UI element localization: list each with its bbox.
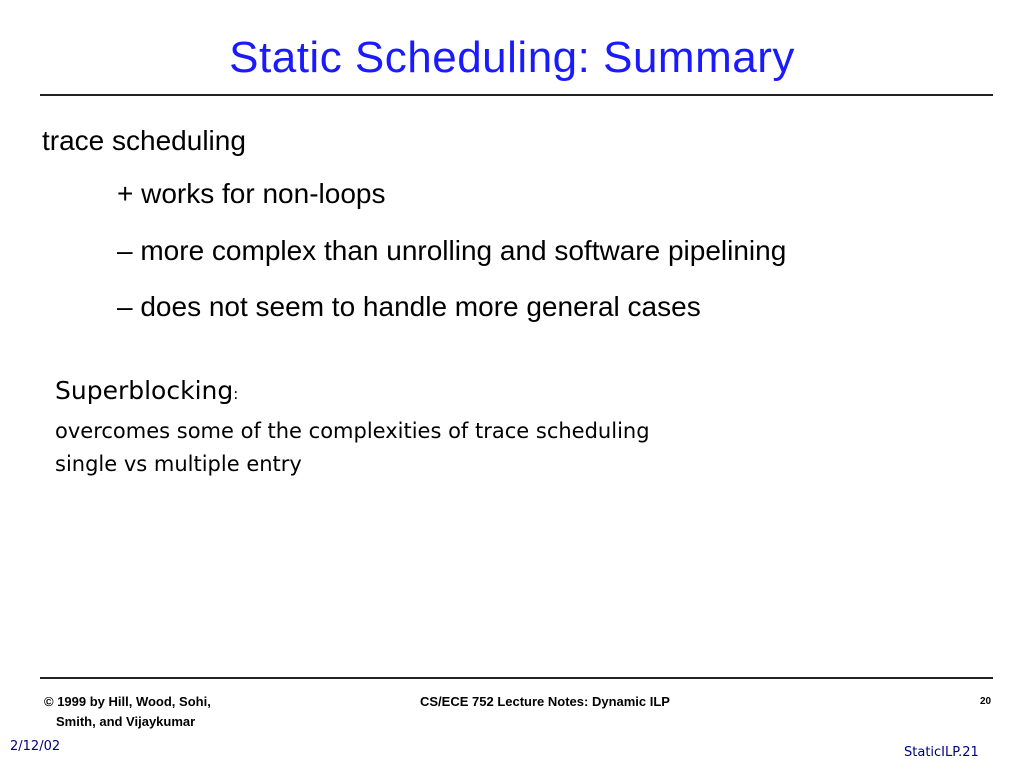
superblocking-colon: : — [233, 385, 239, 403]
trace-bullet-3: – does not seem to handle more general cases — [117, 291, 701, 322]
slide-id: StaticILP.21 — [904, 745, 979, 760]
footer-copyright — [44, 692, 211, 732]
trace-bullet-2: – more complex than unrolling and software pipelining — [117, 235, 787, 266]
copyright-line-2: Smith, and Vijaykumar — [56, 714, 196, 729]
footer-page-number: 20 — [980, 696, 992, 707]
slide-date: 2/12/02 — [10, 739, 61, 754]
title-divider — [40, 94, 993, 96]
trace-scheduling-heading: trace scheduling — [42, 125, 246, 156]
slide-title: Static Scheduling: Summary — [229, 33, 795, 82]
superblocking-line-1: overcomes some of the complexities of trace scheduling — [55, 419, 650, 443]
trace-bullet-1: + works for non-loops — [117, 178, 386, 209]
footer-divider — [40, 677, 993, 679]
superblocking-line-2: single vs multiple entry — [55, 452, 302, 476]
footer-course-title: CS/ECE 752 Lecture Notes: Dynamic ILP — [420, 694, 670, 709]
superblocking-title: Superblocking — [55, 376, 234, 405]
superblocking-heading — [55, 378, 238, 403]
copyright-line-1: © 1999 by Hill, Wood, Sohi, — [44, 694, 211, 709]
